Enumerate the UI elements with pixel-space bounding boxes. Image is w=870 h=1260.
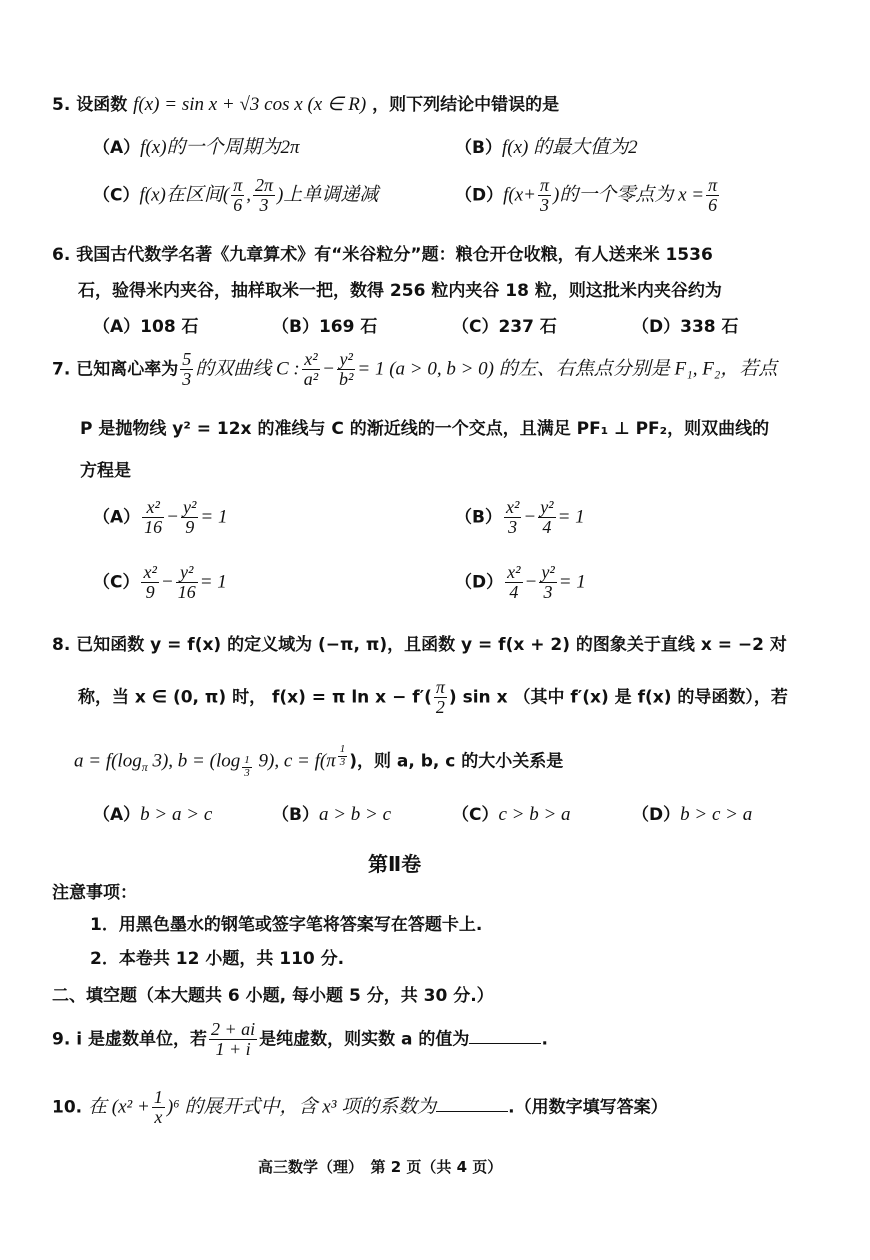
formula: f(x) = sin x + √3 cos x (x ∈ R) (133, 94, 367, 115)
question-text: 已知函数 y = f(x) 的定义域为 (−π, π)，且函数 y = f(x + 2) 的图象关于直线 x = −2 对 (76, 635, 787, 655)
q6-line2: 石，验得米内夹谷，抽样取米一把，数得 256 粒内夹谷 18 粒，则这批米内夹谷约为 (78, 281, 722, 301)
question-number: 7. (52, 359, 71, 380)
fraction: $\frac{\pi}{6}$ (233, 175, 243, 215)
q6-option-c: （C）237 石 (452, 317, 557, 337)
q8-line2: 称，当 x ∈ (0, π) 时， f(x) = π ln x − f′( $\frac{\pi}{2}$ ) sin x （其中 f′(x) 是 f(x) 的导函数），若 (78, 677, 788, 717)
q7-option-b: （B） $\frac{\text{x²}}{3}$ − $\frac{\text{y²}}{4}$ = 1 (455, 497, 585, 537)
question-number: 10. (52, 1097, 83, 1118)
q7-option-c: （C） $\frac{\text{x²}}{9}$ − $\frac{\text{y²}}{16}$ = 1 (93, 562, 227, 602)
fraction: $\frac{1}{x}$ (153, 1087, 163, 1127)
fill-in-heading: 二、填空题（本大题共 6 小题, 每小题 5 分，共 30 分.） (52, 986, 494, 1006)
q5-option-a (93, 132, 300, 159)
question-text: 我国古代数学名著《九章算术》有“米谷粒分”题：粮仓开仓收粮，有人送来米 1536 (76, 245, 713, 265)
note-1: 1．用黑色墨水的钢笔或签字笔将答案写在答题卡上. (90, 915, 483, 935)
option-label: （D） (632, 805, 681, 825)
question-number: 6. (52, 245, 71, 265)
fraction: $\frac{\text{x²}}{\text{a²}}$ (303, 349, 319, 389)
option-label: （C） (452, 805, 499, 825)
option-label: （B） (272, 805, 319, 825)
q7-line2: P 是抛物线 y² = 12x 的准线与 C 的渐近线的一个交点，且满足 PF₁ ⊥ PF₂，则双曲线的 (80, 419, 770, 439)
q10: 10. 在 (x² + $\frac{1}{x}$ )⁶ 的展开式中，含 x³ 项的系数为 .（用数字填写答案） (52, 1087, 668, 1127)
q8-line1 (52, 630, 787, 655)
q5-option-b (455, 132, 638, 159)
fraction: $\frac{2 + ai}{1 + i}$ (210, 1019, 256, 1059)
option-label: （A） (93, 507, 141, 528)
fraction: $\frac{2\pi}{3}$ (254, 175, 273, 215)
option-text: f(x) 的最大值为2 (501, 137, 638, 158)
q5-option-d: （D）f(x+ $\frac{\pi}{3}$ )的一个零点为 x = $\frac{\pi}{6}$ (455, 175, 718, 215)
fraction: $\frac{\pi}{3}$ (540, 175, 550, 215)
question-lead: 设函数 (76, 95, 128, 115)
question-number: 9. (52, 1029, 71, 1050)
answer-blank (469, 1029, 541, 1044)
q7-option-d: （D） $\frac{\text{x²}}{4}$ − $\frac{\text{y²}}{3}$ = 1 (455, 562, 586, 602)
question-tail: ，则下列结论中错误的是 (372, 95, 560, 115)
option-label: （A） (93, 805, 141, 825)
q6-option-d: （D）338 石 (632, 317, 739, 337)
q8-option-c: （C）c > b > a (452, 804, 571, 825)
question-number: 8. (52, 635, 71, 655)
notes-heading: 注意事项： (52, 883, 137, 903)
option-label: （A） (93, 138, 141, 158)
option-label: （C） (93, 185, 140, 206)
page-footer: 高三数学（理） 第 2 页（共 4 页） (258, 1158, 503, 1176)
fraction: $\frac{\pi}{6}$ (708, 175, 718, 215)
option-label: （D） (455, 572, 504, 593)
option-label: （B） (455, 138, 502, 158)
q8-option-a: （A）b > a > c (93, 804, 213, 825)
q8-line3: $a = f(\log_\pi$ 3), b = (log $_{\frac{1}{3}}$ 9), c = f(π $^{\frac{1}{3}}$ )，则 a, b, c 的大小关系是 (74, 743, 564, 779)
question-number: 5. (52, 95, 71, 115)
q9: 9. i 是虚数单位，若 $\frac{2 + ai}{1 + i}$ 是纯虚数，则实数 a 的值为 . (52, 1019, 548, 1059)
q8-option-d: （D）b > c > a (632, 804, 753, 825)
q7-option-a: （A） $\frac{\text{x²}}{16}$ − $\frac{\text{y²}}{9}$ = 1 (93, 497, 228, 537)
q7-line3: 方程是 (80, 461, 131, 481)
option-text: f(x)的一个周期为2π (140, 137, 300, 158)
q5-option-c: （C）f(x)在区间( $\frac{\pi}{6}$ , $\frac{2\pi}{3}$ )上单调递减 (93, 175, 379, 215)
option-label: （D） (455, 185, 504, 206)
q5 (52, 90, 559, 116)
answer-blank (436, 1097, 508, 1112)
q6-option-b: （B）169 石 (272, 317, 378, 337)
option-label: （B） (455, 507, 502, 528)
q7-line1: 7. 已知离心率为 $\frac{5}{3}$ 的双曲线 C : $\frac{\text{x²}}{\text{a²}}$ − $\frac{\text{y²}}{\text{b²}}$ = 1 (a > 0, b > 0) 的左、右焦点分别是 F₁, F₂，若点 (52, 349, 778, 389)
q6-option-a: （A）108 石 (93, 317, 199, 337)
q8-option-b: （B）a > b > c (272, 804, 392, 825)
option-text: f(x)在区间( (139, 184, 230, 206)
fraction: $\frac{5}{3}$ (182, 349, 192, 389)
section-title: 第Ⅱ卷 (368, 852, 422, 876)
q6-line1 (52, 240, 713, 265)
fraction: $\frac{\text{y²}}{\text{b²}}$ (338, 349, 354, 389)
fraction: $\frac{\pi}{2}$ (435, 677, 445, 717)
note-2: 2．本卷共 12 小题，共 110 分. (90, 949, 345, 969)
option-label: （C） (93, 572, 140, 593)
